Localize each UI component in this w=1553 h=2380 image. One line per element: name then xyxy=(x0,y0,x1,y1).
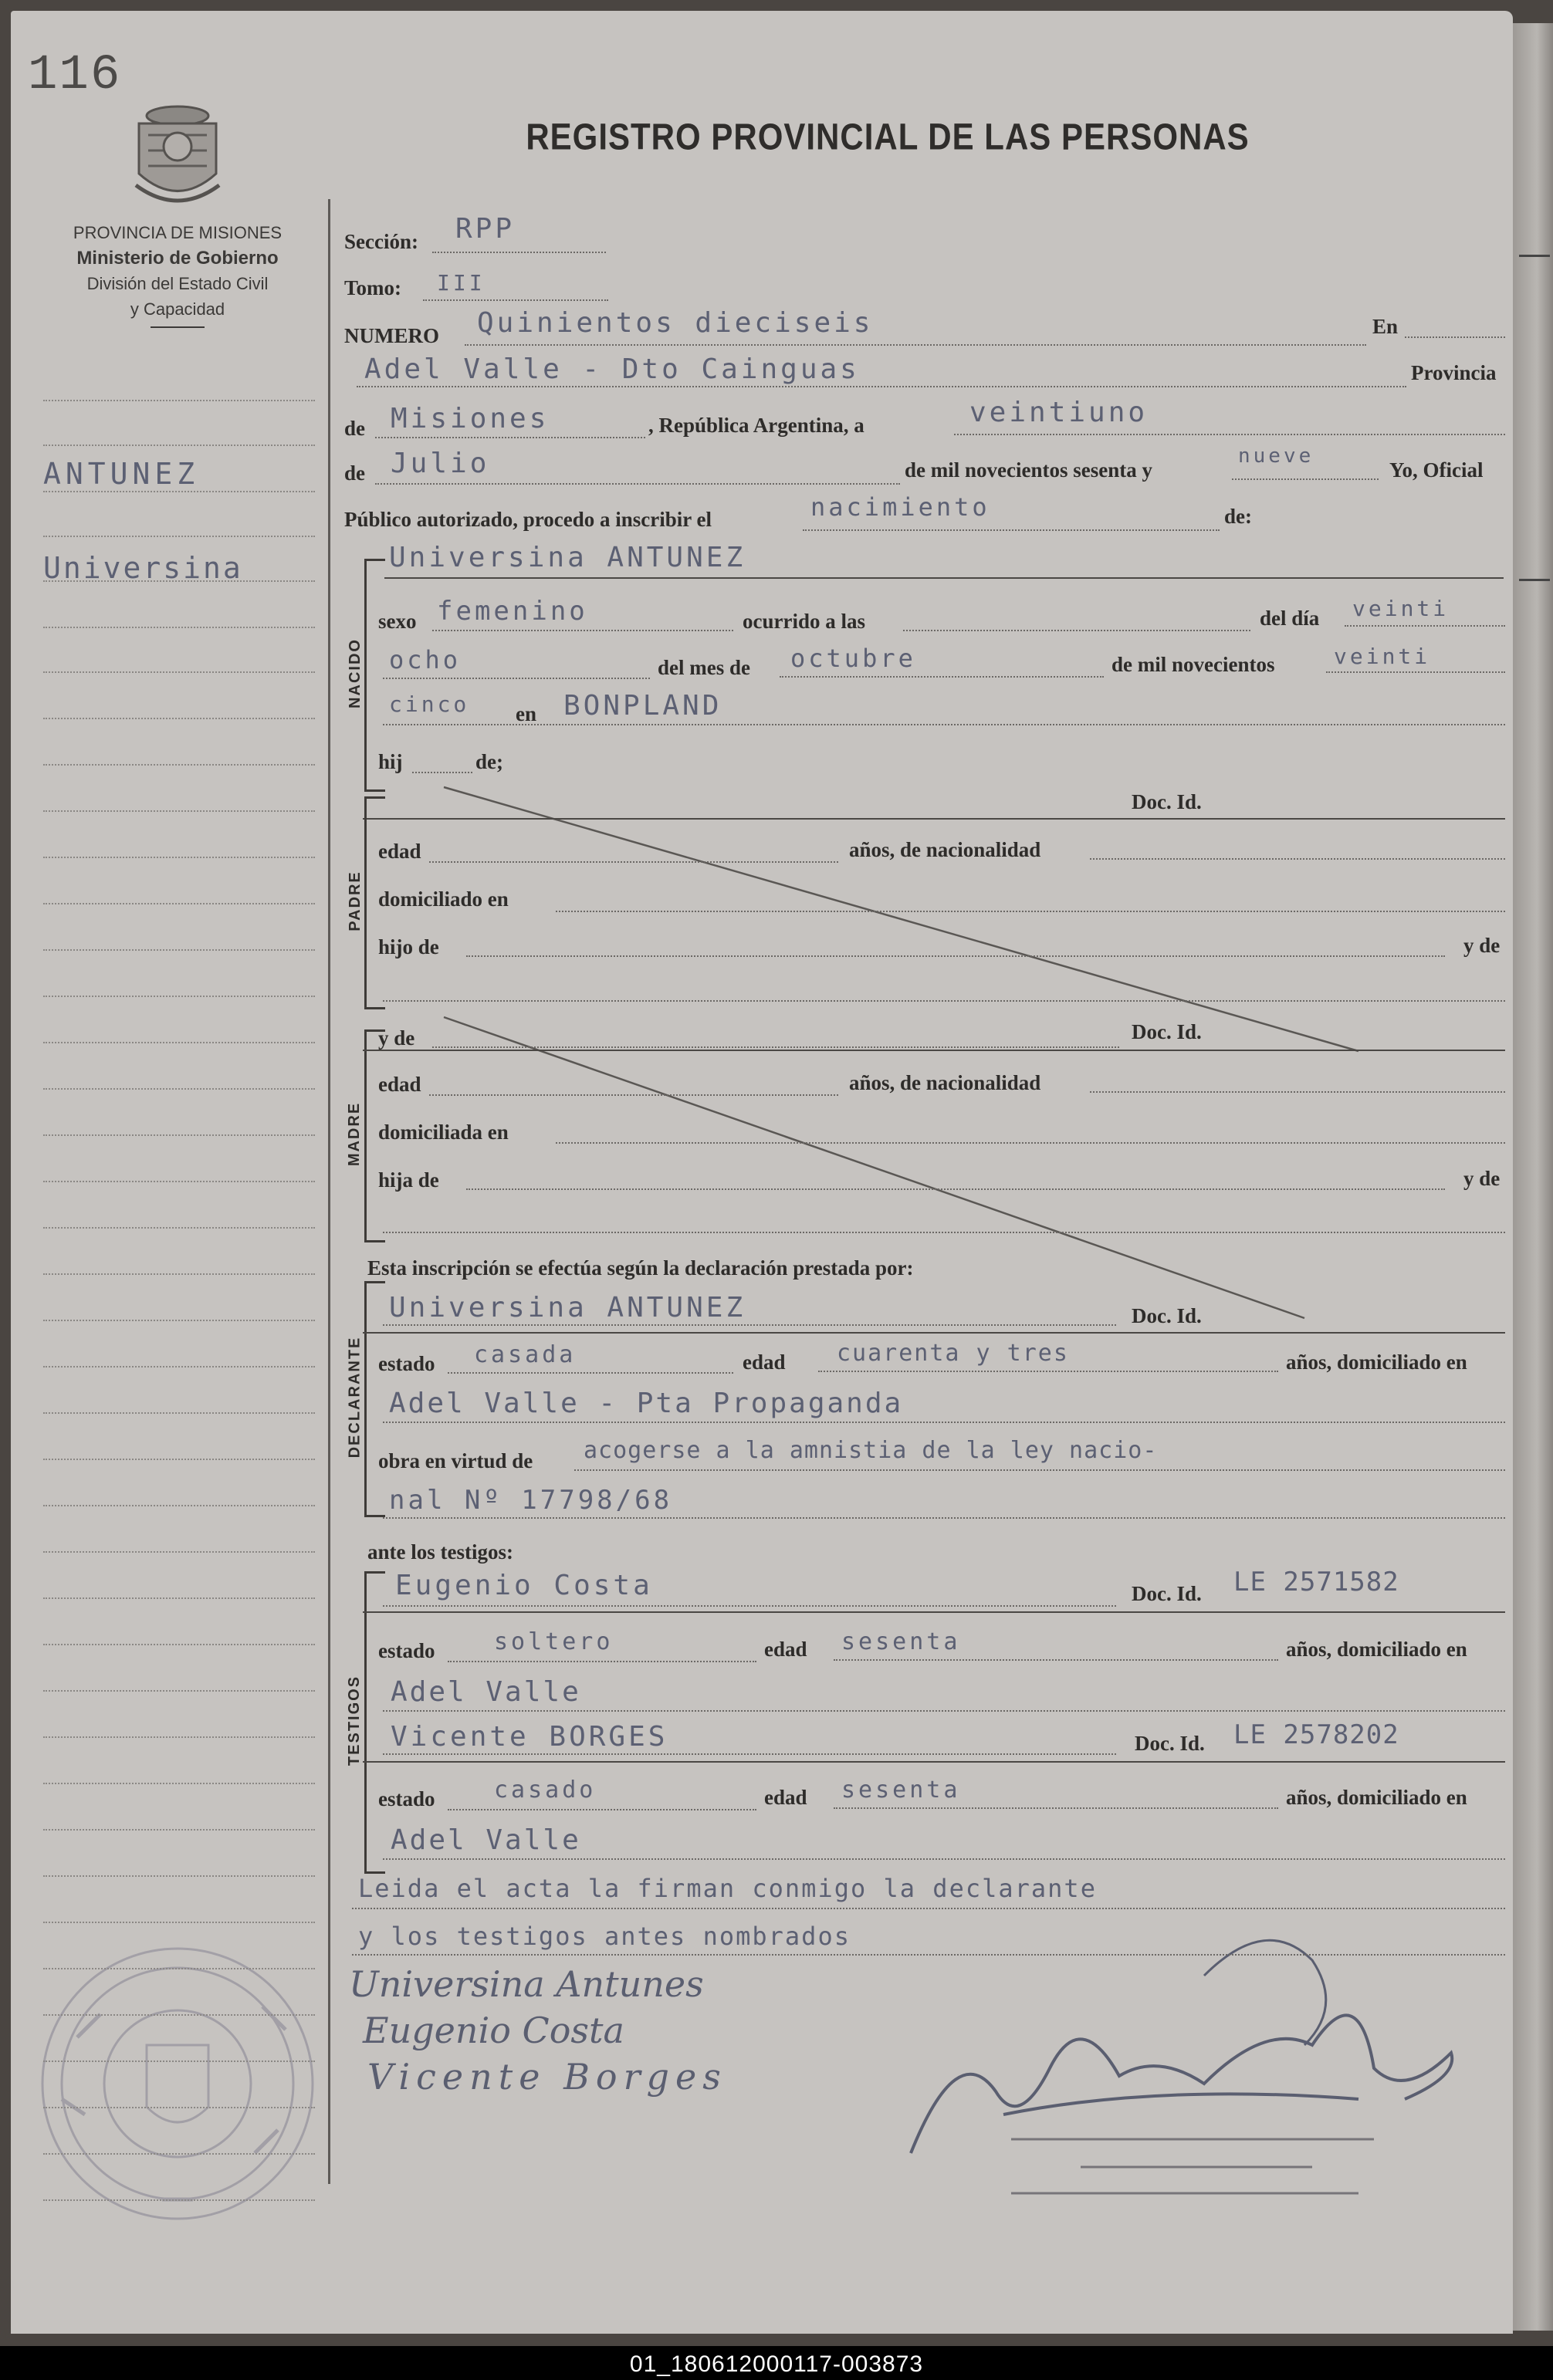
value-virtud-2: nal Nº 17798/68 xyxy=(389,1485,673,1516)
value-lugar: Adel Valle - Dto Cainguas xyxy=(364,353,860,385)
label-ante: ante los testigos: xyxy=(367,1540,513,1564)
value-anio-acta: nueve xyxy=(1238,445,1314,468)
label-inscripcion: Esta inscripción se efectúa según la declaración prestada por: xyxy=(367,1256,914,1280)
label-edad-decl: edad xyxy=(743,1351,786,1374)
value-dom-t1: Adel Valle xyxy=(391,1676,581,1708)
label-mil-nov: de mil novecientos xyxy=(1111,653,1275,676)
label-ocurrido: ocurrido a las xyxy=(743,610,865,633)
value-doc-t2: LE 2578202 xyxy=(1233,1719,1399,1750)
value-numero: Quinientos dieciseis xyxy=(477,307,874,339)
margin-surname: ANTUNEZ xyxy=(43,457,200,491)
value-lugar-nac: BONPLAND xyxy=(563,690,722,722)
label-de-2: de xyxy=(344,461,365,485)
value-mes-acta: Julio xyxy=(391,448,490,479)
officer-stamp-icon xyxy=(1011,2139,1374,2193)
margin-separator xyxy=(328,199,330,2184)
label-y-de: y de xyxy=(378,1026,415,1050)
label-edad-t1: edad xyxy=(764,1638,807,1661)
label-obra: obra en virtud de xyxy=(378,1449,533,1472)
page-title: REGISTRO PROVINCIAL DE LAS PERSONAS xyxy=(526,116,1250,158)
value-virtud: acogerse a la amnistia de la ley nacio- xyxy=(584,1437,1158,1464)
label-anos-dom-decl: años, domiciliado en xyxy=(1286,1351,1467,1374)
margin-given-name: Universina xyxy=(43,551,243,585)
office-ministry: Ministerio de Gobierno xyxy=(76,248,279,269)
label-y-de-padre: y de xyxy=(1463,934,1501,957)
value-testigo-1: Eugenio Costa xyxy=(395,1570,653,1601)
label-seccion: Sección: xyxy=(344,230,418,253)
label-del-mes: del mes de xyxy=(658,656,750,679)
value-dia-acta: veintiuno xyxy=(969,397,1149,428)
label-tomo: Tomo: xyxy=(344,276,402,299)
signature-testigo-1: Eugenio Costa xyxy=(363,2010,624,2051)
label-estado-decl: estado xyxy=(378,1352,435,1375)
value-anio-nac-2: cinco xyxy=(389,691,470,717)
value-dom-decl: Adel Valle - Pta Propaganda xyxy=(389,1388,904,1419)
label-domiciliada-madre: domiciliada en xyxy=(378,1121,509,1144)
value-tomo: III xyxy=(437,270,486,296)
label-anos-nac-madre: años, de nacionalidad xyxy=(849,1071,1041,1094)
value-estado-decl: casada xyxy=(474,1341,577,1368)
value-dia-nac: veinti xyxy=(1352,596,1450,621)
signature-declarante: Universina Antunes xyxy=(349,1963,704,2005)
label-doc-id-1: Doc. Id. xyxy=(1132,790,1202,813)
label-doc-id-4: Doc. Id. xyxy=(1132,1582,1202,1605)
label-de-semi: de; xyxy=(475,750,503,773)
value-sexo: femenino xyxy=(437,596,588,627)
label-de: de xyxy=(344,417,365,440)
value-acto: nacimiento xyxy=(810,492,990,522)
signature-testigo-2: Vicente Borges xyxy=(367,2056,727,2098)
value-edad-t1: sesenta xyxy=(841,1628,961,1655)
label-provincia: Provincia xyxy=(1411,361,1497,384)
label-edad-madre: edad xyxy=(378,1073,421,1096)
office-capacity: y Capacidad xyxy=(130,299,225,319)
value-edad-t2: sesenta xyxy=(841,1777,961,1804)
label-estado-t2: estado xyxy=(378,1787,435,1810)
office-division: División del Estado Civil xyxy=(86,274,269,293)
label-edad-padre: edad xyxy=(378,840,421,863)
label-publico: Público autorizado, procedo a inscribir el xyxy=(344,508,712,531)
label-hija-de: hija de xyxy=(378,1168,439,1192)
value-estado-t1: soltero xyxy=(494,1628,614,1655)
value-cierre-2: y los testigos antes nombrados xyxy=(358,1922,851,1951)
section-nacido: NACIDO xyxy=(346,637,364,708)
folio-number: 116 xyxy=(28,48,122,103)
label-de-colon: de: xyxy=(1224,505,1252,528)
label-doc-id-5: Doc. Id. xyxy=(1135,1732,1205,1755)
section-testigos: TESTIGOS xyxy=(346,1675,364,1766)
value-nombre: Universina ANTUNEZ xyxy=(389,542,746,573)
value-testigo-2: Vicente BORGES xyxy=(391,1721,668,1753)
official-signature-icon xyxy=(911,2015,1452,2153)
label-numero: NUMERO xyxy=(344,324,439,347)
value-provincia: Misiones xyxy=(391,403,550,434)
value-declarante: Universina ANTUNEZ xyxy=(389,1292,746,1324)
label-anos-dom-t1: años, domiciliado en xyxy=(1286,1638,1467,1661)
issuing-office xyxy=(23,220,332,328)
section-madre: MADRE xyxy=(346,1101,364,1166)
label-edad-t2: edad xyxy=(764,1786,807,1809)
value-estado-t2: casado xyxy=(494,1777,597,1804)
coat-of-arms-icon xyxy=(136,106,219,201)
value-seccion: RPP xyxy=(455,213,516,245)
label-en: En xyxy=(1372,315,1399,338)
label-republica: , República Argentina, a xyxy=(648,414,864,437)
section-declarante: DECLARANTE xyxy=(346,1336,364,1458)
official-stamp-icon xyxy=(42,1949,313,2219)
office-rule xyxy=(151,326,205,328)
value-doc-t1: LE 2571582 xyxy=(1233,1567,1399,1597)
label-yo-oficial: Yo, Oficial xyxy=(1389,458,1484,482)
label-anos-dom-t2: años, domiciliado en xyxy=(1286,1786,1467,1809)
image-caption: 01_180612000117-003873 xyxy=(629,2351,924,2377)
value-dom-t2: Adel Valle xyxy=(391,1824,581,1856)
label-domiciliado-padre: domiciliado en xyxy=(378,887,509,911)
label-estado-t1: estado xyxy=(378,1639,435,1662)
label-hijo-de: hijo de xyxy=(378,935,439,958)
label-mil-sesenta: de mil novecientos sesenta y xyxy=(905,458,1152,482)
label-doc-id-3: Doc. Id. xyxy=(1132,1304,1202,1327)
label-anos-nac-padre: años, de nacionalidad xyxy=(849,838,1041,861)
value-edad-decl: cuarenta y tres xyxy=(837,1340,1069,1367)
label-hij: hij xyxy=(378,750,403,773)
value-cierre-1: Leida el acta la firman conmigo la declarante xyxy=(358,1874,1097,1903)
section-padre: PADRE xyxy=(346,870,364,931)
label-sexo: sexo xyxy=(378,610,417,633)
label-en-2: en xyxy=(516,702,536,725)
value-anio-nac: veinti xyxy=(1334,644,1431,669)
crossout-line-padre xyxy=(444,787,1358,1051)
office-province: PROVINCIA DE MISIONES xyxy=(73,223,283,242)
label-del-dia: del día xyxy=(1260,607,1320,630)
label-y-de-madre: y de xyxy=(1463,1167,1501,1190)
label-doc-id-2: Doc. Id. xyxy=(1132,1020,1202,1043)
value-mes-nac: octubre xyxy=(790,644,916,673)
value-dia-nac-2: ocho xyxy=(389,645,462,674)
